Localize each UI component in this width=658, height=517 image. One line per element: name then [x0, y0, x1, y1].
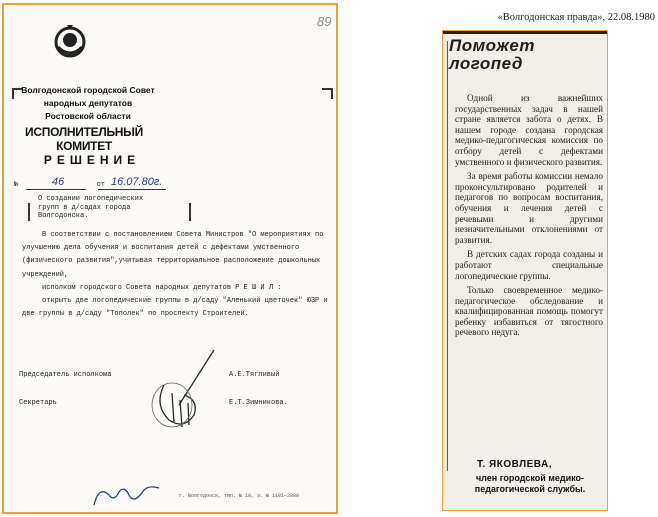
- council-name: Волгодонской городской Совет: [21, 85, 155, 95]
- council-subtitle: народных депутатов: [43, 98, 133, 108]
- headline-line: логопед: [449, 54, 523, 73]
- body-paragraph: В соответствии с постановлением Совета Министров "О мероприятиях по улучшению дела обучения и воспитания детей с дефектами умственного (физического развития",учитывая территориальное расположение дошкольных учреждений,: [22, 231, 324, 279]
- printer-line: г. Волгодонск, тип. № 10, з. № 1101—2000: [179, 493, 300, 499]
- column-rule: [447, 41, 448, 471]
- headline-line: Поможет: [449, 36, 535, 55]
- article-paragraph: Только своевременное медико-педагогическое обследование и квалифицированная помощь помогут ребенку избавиться от тягостного речевого недуга.: [455, 285, 603, 338]
- decision-date: 16.07.80г.: [111, 176, 163, 188]
- body-paragraph: открыть две логопедические группы в д/саду "Аленький цветочек" ЮЗР и две группы в д/саду "Тополек" по проспекту Строителей.: [22, 297, 328, 319]
- signature-scribble: [144, 345, 224, 435]
- author-role: член городской медико-педагогической службы.: [474, 473, 586, 494]
- secretary-name: Е.Т.Зимникова.: [229, 399, 288, 407]
- number-label: №: [14, 181, 19, 189]
- article-paragraph: Одной из важнейших государственных задач в нашей стране является забота о детях. В нашем городе создана городская медико-педагогическая комиссия по отбору детей с дефектами умственного и физического развития.: [455, 93, 603, 167]
- newspaper-source: «Волгодонская правда», 22.08.1980: [497, 12, 655, 23]
- decision-document: [2, 3, 338, 514]
- region-name: Ростовской области: [45, 111, 131, 121]
- newspaper-clipping: [442, 30, 608, 511]
- page-number: 89: [317, 14, 332, 29]
- decision-title: РЕШЕНИЕ: [43, 153, 141, 167]
- article-paragraph: В детских садах города созданы и работают специальные логопедические группы.: [455, 249, 603, 281]
- article-author: Т. ЯКОВЛЕВА,: [477, 459, 552, 470]
- decision-subject: О создании логопедических групп в д/садах города Волгодонска.: [38, 195, 144, 220]
- date-label: от: [96, 181, 106, 189]
- bracket-mark: [180, 203, 191, 221]
- decision-body: [22, 229, 332, 321]
- executive-committee-title: ИСПОЛНИТЕЛЬНЫЙ КОМИТЕТ: [25, 125, 143, 153]
- signature-scribble: [89, 480, 164, 510]
- emblem-icon: [52, 23, 88, 61]
- article-headline: [449, 37, 599, 73]
- article-paragraph: За время работы комиссии немало проконсультировано родителей и педагогов по вопросам воспитания, обучения и лечения детей с речевыми и другими незначительными отклонениями от развития.: [455, 171, 603, 245]
- number-underline: [26, 189, 86, 190]
- body-paragraph: исполком городского Совета народных депутатов Р Е Ш И Л :: [42, 283, 282, 292]
- chair-name: А.Е.Тягливый: [229, 371, 280, 379]
- secretary-label: Секретарь: [19, 399, 57, 407]
- article-body: [455, 93, 603, 342]
- chair-label: Председатель исполкома: [19, 371, 112, 379]
- decision-number: 46: [52, 176, 65, 188]
- top-rule: [443, 31, 607, 34]
- corner-mark: [322, 88, 333, 99]
- date-underline: [98, 189, 166, 190]
